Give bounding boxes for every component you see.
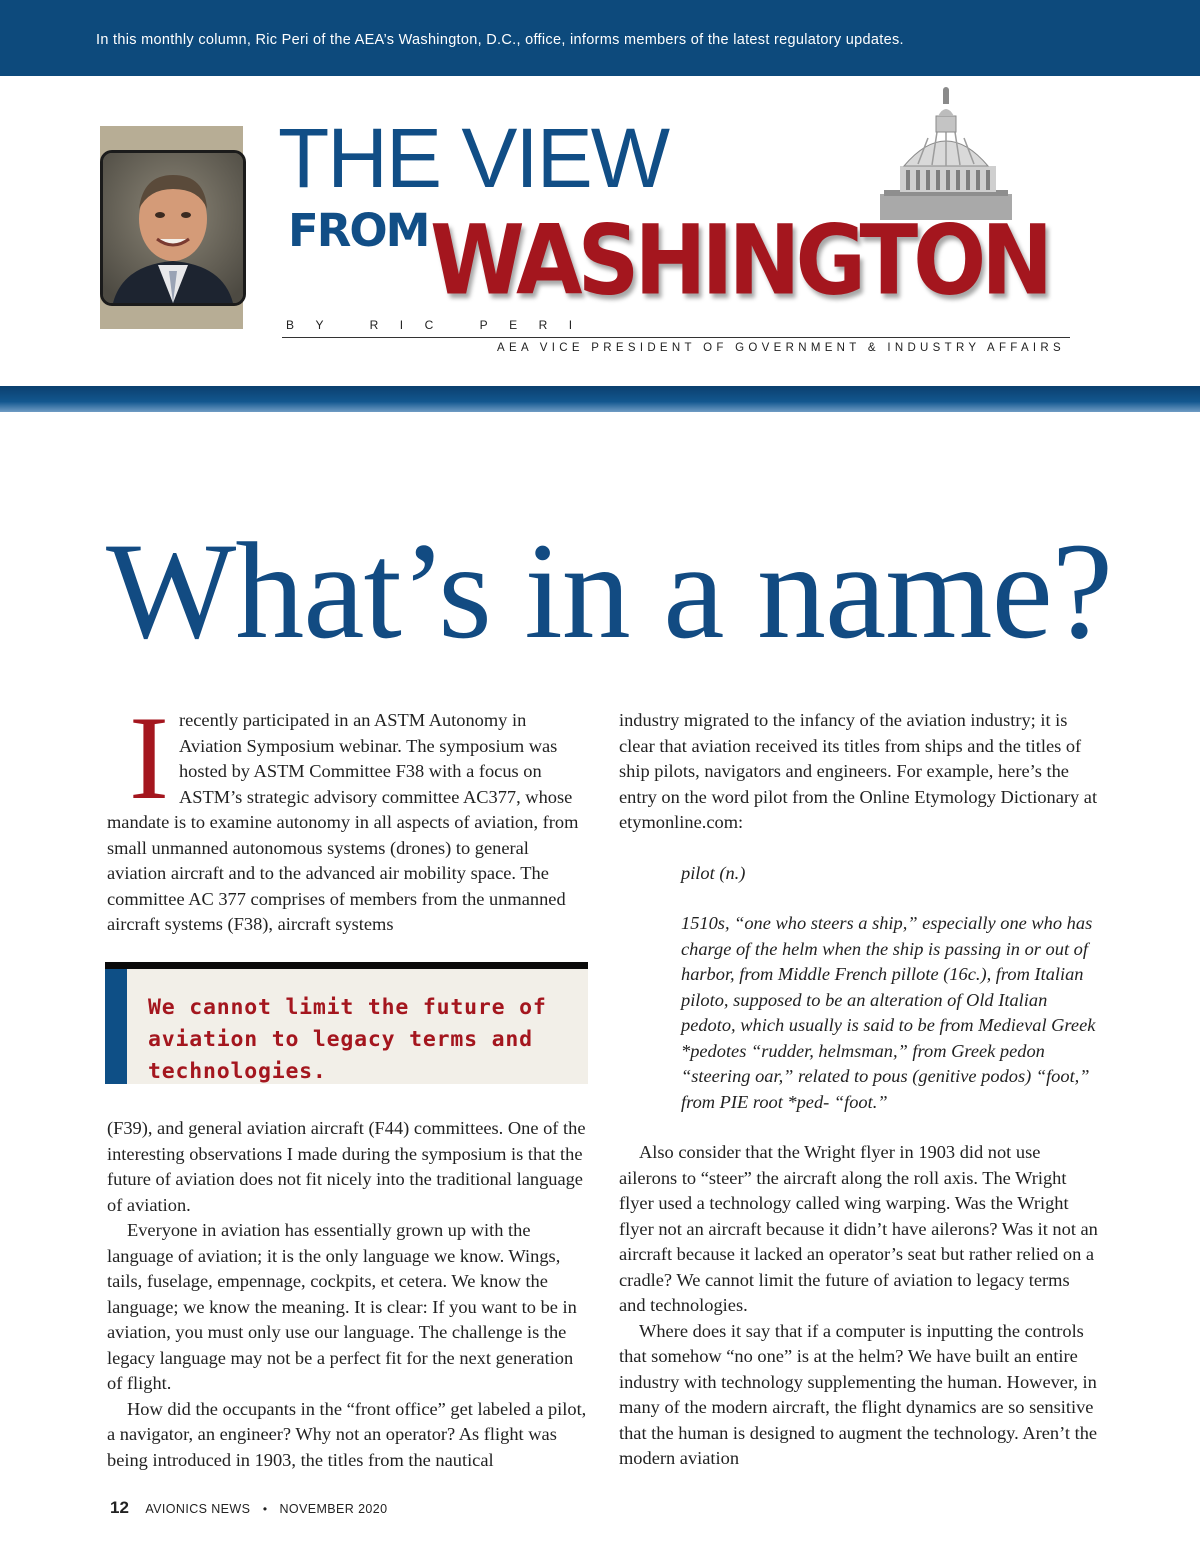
column-title-washington: WASHINGTON (430, 205, 1049, 318)
paragraph: How did the occupants in the “front office” get labeled a pilot, a navigator, an engineer? Why not an operator? As flight was being introduced in 1903, the titles from the nautical (107, 1398, 587, 1470)
pull-quote-side-bar (105, 969, 127, 1084)
paragraph: Where does it say that if a computer is inputting the controls that somehow “no one” is at the helm? We have built an entire industry with technology supplementing the human. However, in many of the modern aircraft, the flight dynamics are so sensitive that the human is designed to augment the technology. Aren’t the modern aviation (619, 1320, 1098, 1468)
top-banner (0, 0, 1200, 76)
paragraph: (F39), and general aviation aircraft (F44) committees. One of the interesting observations I made during the symposium is that the future of aviation does not fit nicely into the traditional language of aviation. (107, 1118, 586, 1215)
banner-text: In this monthly column, Ric Peri of the AEA’s Washington, D.C., office, informs members of the latest regulatory updates. (96, 32, 904, 48)
paragraph: Also consider that the Wright flyer in 1903 did not use ailerons to “steer” the aircraft along the roll axis. The Wright flyer used a technology called wing warping. Was the Wright flyer not an aircraft because it didn’t have ailerons? Was it not an aircraft because it lacked an operator’s seat but rather relied on a cradle? We cannot limit the future of aviation to legacy terms and technologies. (619, 1142, 1098, 1315)
byline-divider (282, 337, 1070, 338)
column-title-from: FROM (288, 204, 429, 257)
author-byline: BY RIC PERI (286, 318, 594, 332)
section-divider-band (0, 386, 1200, 412)
right-column-body (619, 708, 1099, 1472)
footer-separator: • (262, 1502, 268, 1516)
left-column-body (107, 1116, 592, 1473)
etymology-headword: pilot (n.) (681, 862, 746, 883)
pull-quote-text: We cannot limit the future of aviation to legacy terms and technologies. (148, 995, 547, 1084)
paragraph: industry migrated to the infancy of the aviation industry; it is clear that aviation received its titles from ships and the titles of ship pilots, navigators and engineers. For example, here’s the entry on the word pilot from the Online Etymology Dictionary at etymonline.com: (619, 710, 1098, 832)
page-footer (110, 1498, 388, 1518)
etymology-quote: 1510s, “one who steers a ship,” especially one who has charge of the helm when the ship is passing in or out of harbor, from Middle French pillote (16c.), from Italian piloto, supposed to be an alteration of Old Italian pedoto, which usually is said to be from Medieval Greek *pedotes “rudder, helmsman,” from Greek pedon “steering oar,” related to pous (genitive podos) “foot,” from PIE root *ped- “foot.” (681, 913, 1096, 1112)
drop-cap: I (129, 691, 169, 824)
pull-quote-box (105, 962, 588, 1084)
column-title-the-view: THE VIEW (278, 111, 669, 205)
capitol-dome-illustration (880, 86, 1012, 220)
intro-paragraph: recently participated in an ASTM Autonomy in Aviation Symposium webinar. The symposium was hosted by ASTM Committee F38 with a focus on ASTM’s strategic advisory committee AC377, whose mandate is to examine autonomy in all aspects of aviation, from small unmanned autonomous systems (drones) to general aviation aircraft and to the advanced air mobility space. The committee AC 377 comprises of members from the unmanned aircraft systems (F38), aircraft systems (107, 710, 579, 934)
left-column-intro (107, 691, 592, 938)
publication-name: AVIONICS NEWS (145, 1502, 251, 1516)
pull-quote-top-rule (105, 962, 588, 969)
author-photo (100, 150, 246, 306)
paragraph: Everyone in aviation has essentially grown up with the language of aviation; it is the only language we know. Wings, tails, fuselage, empennage, cockpits, et cetera. We know the language; we know the meaning. It is clear: If you want to be in aviation, you must only use our language. The challenge is the legacy language may not be a perfect fit for the next generation of flight. (107, 1220, 577, 1393)
page-number: 12 (110, 1498, 129, 1517)
author-position: AEA VICE PRESIDENT OF GOVERNMENT & INDUSTRY AFFAIRS (497, 342, 1065, 354)
issue-date: NOVEMBER 2020 (279, 1502, 388, 1516)
article-headline: What’s in a name? (106, 514, 1113, 667)
